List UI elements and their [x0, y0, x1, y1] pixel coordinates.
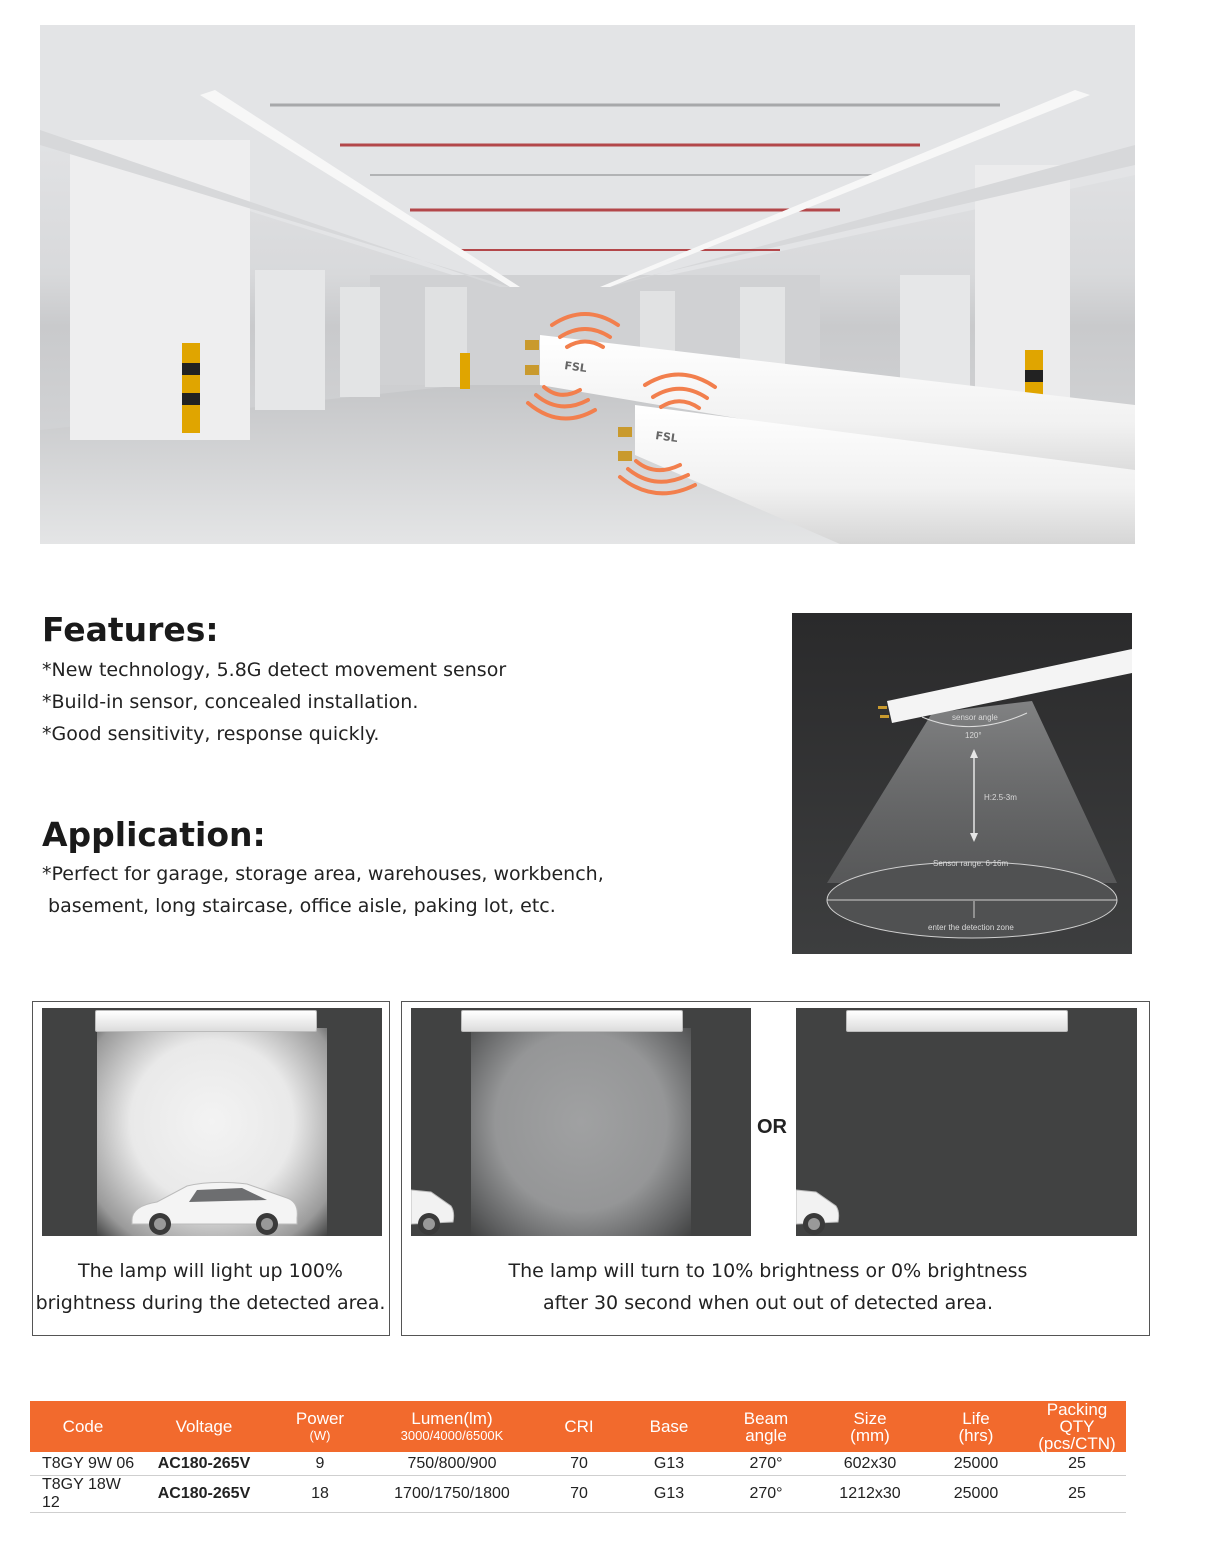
col-header: Code: [30, 1401, 136, 1452]
col-header: Size (mm): [816, 1401, 924, 1452]
table-row: [30, 1476, 1126, 1513]
table-row: [30, 1452, 1126, 1476]
scene-dimmed: [411, 1008, 751, 1236]
caption-line: brightness during the detected area.: [35, 1292, 386, 1314]
car-icon: [796, 1178, 841, 1236]
col-header: Beam angle: [716, 1401, 816, 1452]
lamp-tube: [846, 1010, 1068, 1032]
cell-life: 25000: [924, 1452, 1028, 1476]
cell-base: G13: [622, 1452, 716, 1476]
col-header: Lumen(lm) 3000/4000/6500K: [368, 1401, 536, 1452]
col-header: Base: [622, 1401, 716, 1452]
car-icon: [127, 1178, 302, 1236]
spec-table: [30, 1401, 1126, 1513]
zone-label: enter the detection zone: [928, 923, 1014, 932]
cell-base: G13: [622, 1476, 716, 1513]
hero-garage-image: [40, 25, 1135, 544]
col-header: Packing QTY (pcs/CTN): [1028, 1401, 1126, 1452]
cell-life: 25000: [924, 1476, 1028, 1513]
range-label: Sensor range: 6-16m: [933, 859, 1009, 868]
table-header-row: [30, 1401, 1126, 1452]
caption-line: after 30 second when out out of detected area.: [542, 1292, 993, 1314]
or-label: OR: [757, 1116, 787, 1138]
cell-power: 18: [272, 1476, 368, 1513]
cell-size: 1212x30: [816, 1476, 924, 1513]
col-header: CRI: [536, 1401, 622, 1452]
brand-label: FSL: [654, 429, 679, 446]
cell-code: T8GY 18W 12: [30, 1476, 136, 1513]
car-icon: [411, 1178, 456, 1236]
right-caption: [402, 1255, 1134, 1319]
lamp-tube: [461, 1010, 683, 1032]
col-header: Life (hrs): [924, 1401, 1028, 1452]
left-caption: [33, 1255, 388, 1319]
sensor-range-diagram: [792, 613, 1132, 954]
cell-packing: 25: [1028, 1452, 1126, 1476]
application-title: Application:: [42, 815, 266, 854]
sensor-angle-value: 120°: [965, 731, 982, 740]
cell-lumen: 1700/1750/1800: [368, 1476, 536, 1513]
cell-size: 602x30: [816, 1452, 924, 1476]
scene-lit: [42, 1008, 382, 1236]
cell-cri: 70: [536, 1476, 622, 1513]
features-title: Features:: [42, 610, 219, 649]
application-line: basement, long staircase, office aisle, paking lot, etc.: [42, 895, 556, 917]
brand-label: FSL: [563, 359, 588, 376]
height-label: H:2.5-3m: [984, 793, 1017, 802]
caption-line: The lamp will light up 100%: [78, 1260, 343, 1282]
cell-code: T8GY 9W 06: [30, 1452, 136, 1476]
lamp-tube: [95, 1010, 317, 1032]
feature-item: *Good sensitivity, response quickly.: [42, 723, 380, 745]
cell-packing: 25: [1028, 1476, 1126, 1513]
scene-off: [796, 1008, 1137, 1236]
cell-voltage: AC180-265V: [136, 1452, 272, 1476]
application-line: *Perfect for garage, storage area, warehouses, workbench,: [42, 863, 604, 885]
cell-voltage: AC180-265V: [136, 1476, 272, 1513]
cell-power: 9: [272, 1452, 368, 1476]
cell-cri: 70: [536, 1452, 622, 1476]
feature-item: *New technology, 5.8G detect movement sensor: [42, 659, 507, 681]
feature-item: *Build-in sensor, concealed installation.: [42, 691, 419, 713]
caption-line: The lamp will turn to 10% brightness or 0% brightness: [508, 1260, 1028, 1282]
col-header: Voltage: [136, 1401, 272, 1452]
cell-beam-angle: 270°: [716, 1452, 816, 1476]
sensor-angle-label: sensor angle: [952, 713, 998, 722]
cell-beam-angle: 270°: [716, 1476, 816, 1513]
cell-lumen: 750/800/900: [368, 1452, 536, 1476]
col-header: Power (W): [272, 1401, 368, 1452]
